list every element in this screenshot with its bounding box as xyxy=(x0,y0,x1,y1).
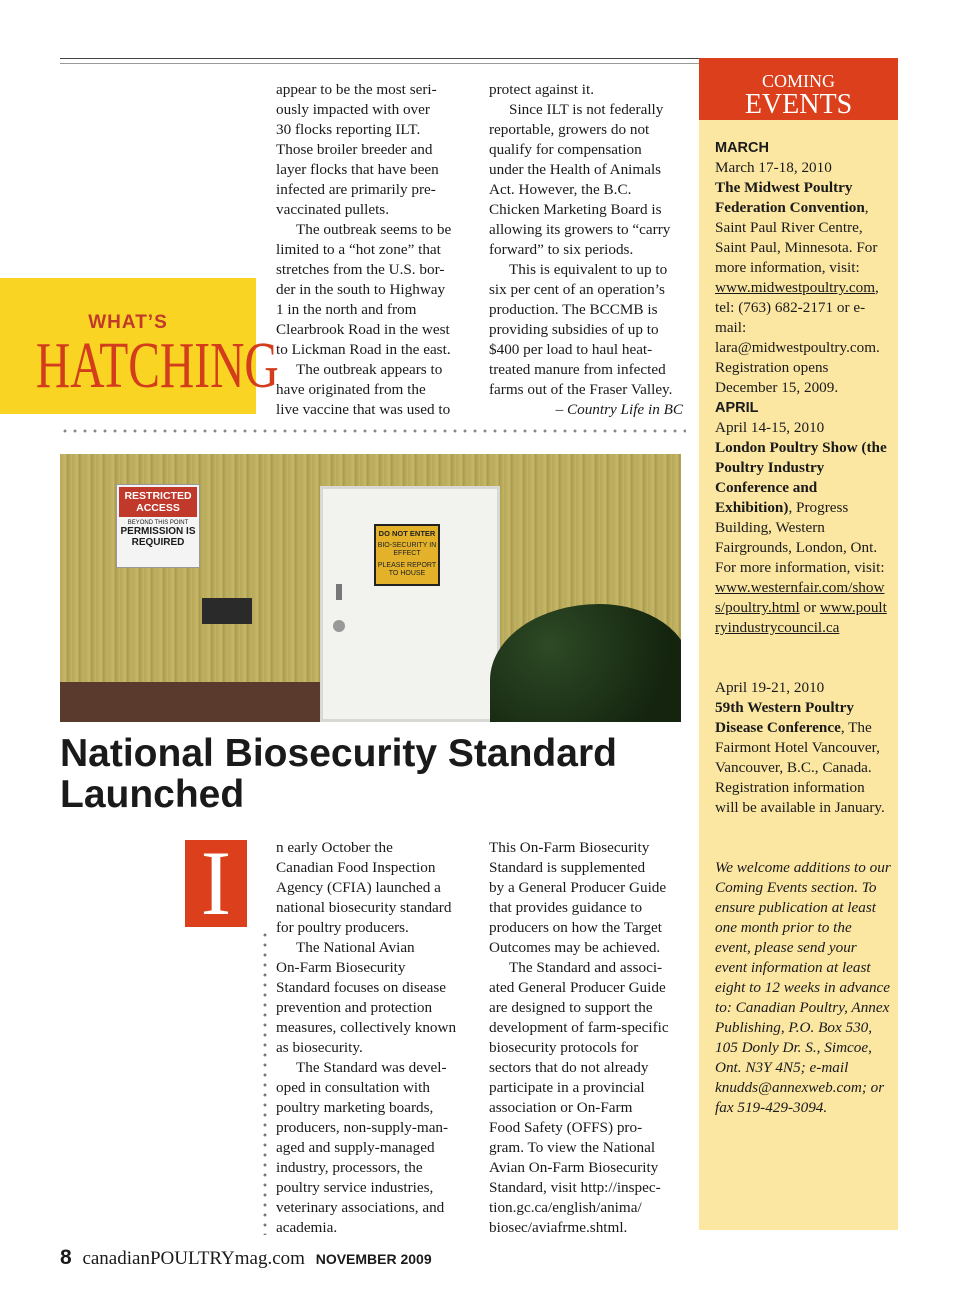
text-line: providing subsidies of up to xyxy=(489,321,659,338)
text-line: industry, processors, the xyxy=(276,1159,423,1176)
text-line: $400 per load to haul heat- xyxy=(489,341,653,358)
drop-cap: I xyxy=(185,840,247,927)
text-line: development of farm-specific xyxy=(489,1019,669,1036)
text-line: Outcomes may be achieved. xyxy=(489,939,661,956)
page-number: 8 xyxy=(60,1246,72,1269)
text-line: poultry service industries, xyxy=(276,1179,434,1196)
text-line: oped in consultation with xyxy=(276,1079,430,1096)
whats-hatching-banner xyxy=(0,278,279,414)
april2-event-name: 59th Western Poultry Disease Conference xyxy=(715,699,854,736)
sign-restricted-text: RESTRICTED ACCESS xyxy=(119,487,197,517)
march-event-contact: , tel: (763) 682-2171 or e-mail: lara@midwestpoultry.com. Registration opens December 15, 2009. xyxy=(715,279,880,396)
text-line: Food Safety (OFFS) pro- xyxy=(489,1119,643,1136)
restricted-access-sign xyxy=(116,484,200,568)
text-line: 30 flocks reporting ILT. xyxy=(276,121,421,138)
sign-permission-text: PERMISSION IS REQUIRED xyxy=(120,526,196,548)
text-line: have originated from the xyxy=(276,381,426,398)
footer-site: canadianPOULTRYmag.com xyxy=(82,1248,305,1269)
text-line: biosec/aviafrme.shtml. xyxy=(489,1219,628,1236)
banner-events: EVENTS xyxy=(744,89,853,120)
top-rule-thin xyxy=(60,63,700,64)
text-line: to Lickman Road in the east. xyxy=(276,341,451,358)
text-line: Standard focuses on disease xyxy=(276,979,446,996)
text-line: reportable, growers do not xyxy=(489,121,650,138)
april1-event-details: , Progress Building, Western Fairgrounds, London, Ont. For more information, visit: xyxy=(715,499,885,576)
whats-label: WHAT’S xyxy=(88,312,168,333)
text-line: The Standard and associ- xyxy=(509,959,663,976)
text-line: are designed to support the xyxy=(489,999,653,1016)
door-latch xyxy=(336,584,342,600)
top-column-1 xyxy=(276,80,476,420)
text-line: Since ILT is not federally xyxy=(509,101,664,118)
text-line: Canadian Food Inspection xyxy=(276,859,436,876)
barn-door-photo xyxy=(60,454,681,722)
april1-or: or xyxy=(799,599,820,616)
top-column-2 xyxy=(489,80,685,400)
april1-event-name: London Poultry Show (the Poultry Industry Conference and Exhibition) xyxy=(715,439,887,516)
text-line: appear to be the most seri- xyxy=(276,81,437,98)
text-line: producers, non-supply-man- xyxy=(276,1119,449,1136)
text-line: poultry marketing boards, xyxy=(276,1099,434,1116)
sign-beyond-text: BEYOND THIS POINT xyxy=(127,520,189,526)
top-article-credit: – Country Life in BC xyxy=(555,401,683,418)
april1-date: April 14-15, 2010 xyxy=(715,419,825,436)
text-line: This is equivalent to up to xyxy=(509,261,668,278)
text-line: vaccinated pullets. xyxy=(276,201,390,218)
text-line: layer flocks that have been xyxy=(276,161,439,178)
march-event-link[interactable]: www.midwestpoultry.com xyxy=(715,279,876,296)
text-line: Standard, visit http://inspec- xyxy=(489,1179,661,1196)
text-line: infected are primarily pre- xyxy=(276,181,436,198)
article-column-1 xyxy=(276,838,476,1238)
text-line: sectors that do not already xyxy=(489,1059,649,1076)
text-line: Act. However, the B.C. xyxy=(489,181,632,198)
text-line: that provides guidance to xyxy=(489,899,643,916)
text-line: measures, collectively known xyxy=(276,1019,457,1036)
april-events xyxy=(715,398,891,638)
text-line: biosecurity protocols for xyxy=(489,1039,639,1056)
text-line: qualify for compensation xyxy=(489,141,642,158)
text-line: This On-Farm Biosecurity xyxy=(489,839,650,856)
text-line: six per cent of an operation’s xyxy=(489,281,665,298)
text-line: Standard is supplemented xyxy=(489,859,646,876)
text-line: The National Avian xyxy=(296,939,415,956)
text-line: n early October the xyxy=(276,839,393,856)
text-line: limited to a “hot zone” that xyxy=(276,241,441,258)
door-knob xyxy=(333,620,345,632)
text-line: academia. xyxy=(276,1219,338,1236)
march-event-details: , Saint Paul River Centre, Saint Paul, Minnesota. For more information, visit: xyxy=(715,199,878,276)
text-line: live vaccine that was used to xyxy=(276,401,451,418)
text-line: aged and supply-managed xyxy=(276,1139,435,1156)
text-line: as biosecurity. xyxy=(276,1039,363,1056)
text-line: by a General Producer Guide xyxy=(489,879,667,896)
text-line: Those broiler breeder and xyxy=(276,141,433,158)
text-line: production. The BCCMB is xyxy=(489,301,658,318)
events-notice-text: We welcome additions to our Coming Events section. To ensure publication at least one month prior to the event, please send your event information at least eight to 12 weeks in advance to: Canadian Poultry, Annex Publishing, P.O. Box 530, 105 Donly Dr. S., Simcoe, Ont. N3Y 4N5; e-mail knudds@annexweb.com; or fax 519-429-3094. xyxy=(715,859,891,1116)
march-event-name: The Midwest Poultry Federation Convention xyxy=(715,179,865,216)
text-line: prevention and protection xyxy=(276,999,433,1016)
april2-event xyxy=(715,678,891,818)
march-date: March 17-18, 2010 xyxy=(715,159,832,176)
text-line: farms out of the Fraser Valley. xyxy=(489,381,673,398)
text-line: participate in a provincial xyxy=(489,1079,645,1096)
text-line: der in the south to Highway xyxy=(276,281,446,298)
door-sign-line1: DO NOT ENTER xyxy=(378,529,436,538)
april1-event-link2[interactable]: www.poultryindustrycouncil.ca xyxy=(715,599,887,636)
march-heading: MARCH xyxy=(715,140,769,156)
april1-event-link1[interactable]: www.westernfair.com/shows/poultry.html xyxy=(715,579,885,616)
text-line: Clearbrook Road in the west xyxy=(276,321,450,338)
do-not-enter-sign xyxy=(374,524,440,586)
door-sign-line2: BIO-SECURITY IN EFFECT xyxy=(377,542,437,557)
text-line: forward” to six periods. xyxy=(489,241,634,258)
text-line: allowing its growers to “carry xyxy=(489,221,671,238)
text-line: veterinary associations, and xyxy=(276,1199,445,1216)
door-sign-line3: PLEASE REPORT TO HOUSE xyxy=(377,562,437,577)
text-line: treated manure from infected xyxy=(489,361,666,378)
text-line: under the Health of Animals xyxy=(489,161,662,178)
text-line: The outbreak appears to xyxy=(296,361,443,378)
dotted-divider xyxy=(60,428,686,434)
april-heading: APRIL xyxy=(715,400,759,416)
text-line: protect against it. xyxy=(489,81,595,98)
text-line: ated General Producer Guide xyxy=(489,979,666,996)
text-line: tion.gc.ca/english/anima/ xyxy=(489,1199,642,1216)
events-notice xyxy=(715,858,891,1118)
white-door xyxy=(320,486,500,722)
text-line: 1 in the north and from xyxy=(276,301,417,318)
page-footer xyxy=(60,1246,432,1270)
headline-line2: Launched xyxy=(60,773,245,816)
text-line: for poultry producers. xyxy=(276,919,409,936)
coming-events-banner xyxy=(699,58,898,120)
text-line: Chicken Marketing Board is xyxy=(489,201,662,218)
text-line: gram. To view the National xyxy=(489,1139,656,1156)
april1-event-body xyxy=(715,438,891,638)
top-rule xyxy=(60,58,700,59)
text-line: association or On-Farm xyxy=(489,1099,633,1116)
text-line: stretches from the U.S. bor- xyxy=(276,261,445,278)
article-column-2 xyxy=(489,838,687,1238)
article-headline xyxy=(60,733,680,815)
text-line: The outbreak seems to be xyxy=(296,221,452,238)
text-line: national biosecurity standard xyxy=(276,899,452,916)
text-line: The Standard was devel- xyxy=(296,1059,447,1076)
text-line: producers on how the Target xyxy=(489,919,662,936)
text-line: Avian On-Farm Biosecurity xyxy=(489,1159,659,1176)
coming-events-sidebar xyxy=(699,58,898,1230)
text-line: On-Farm Biosecurity xyxy=(276,959,406,976)
banner-coming: COMING xyxy=(761,71,835,91)
hatching-title: HATCHING xyxy=(35,329,279,402)
march-event-body xyxy=(715,178,891,398)
april2-date: April 19-21, 2010 xyxy=(715,679,825,696)
shrub xyxy=(490,604,681,722)
headline-line1: National Biosecurity Standard xyxy=(60,732,617,775)
text-line: ously impacted with over xyxy=(276,101,430,118)
text-line: Agency (CFIA) launched a xyxy=(276,879,441,896)
march-events xyxy=(715,138,891,398)
footer-date: NOVEMBER 2009 xyxy=(315,1251,432,1267)
mailbox xyxy=(202,598,252,624)
april2-event-details: , The Fairmont Hotel Vancouver, Vancouver, B.C., Canada. Registration information will be available in January. xyxy=(715,719,885,816)
april2-event-body xyxy=(715,698,891,818)
vertical-dotted-divider xyxy=(262,930,268,1235)
